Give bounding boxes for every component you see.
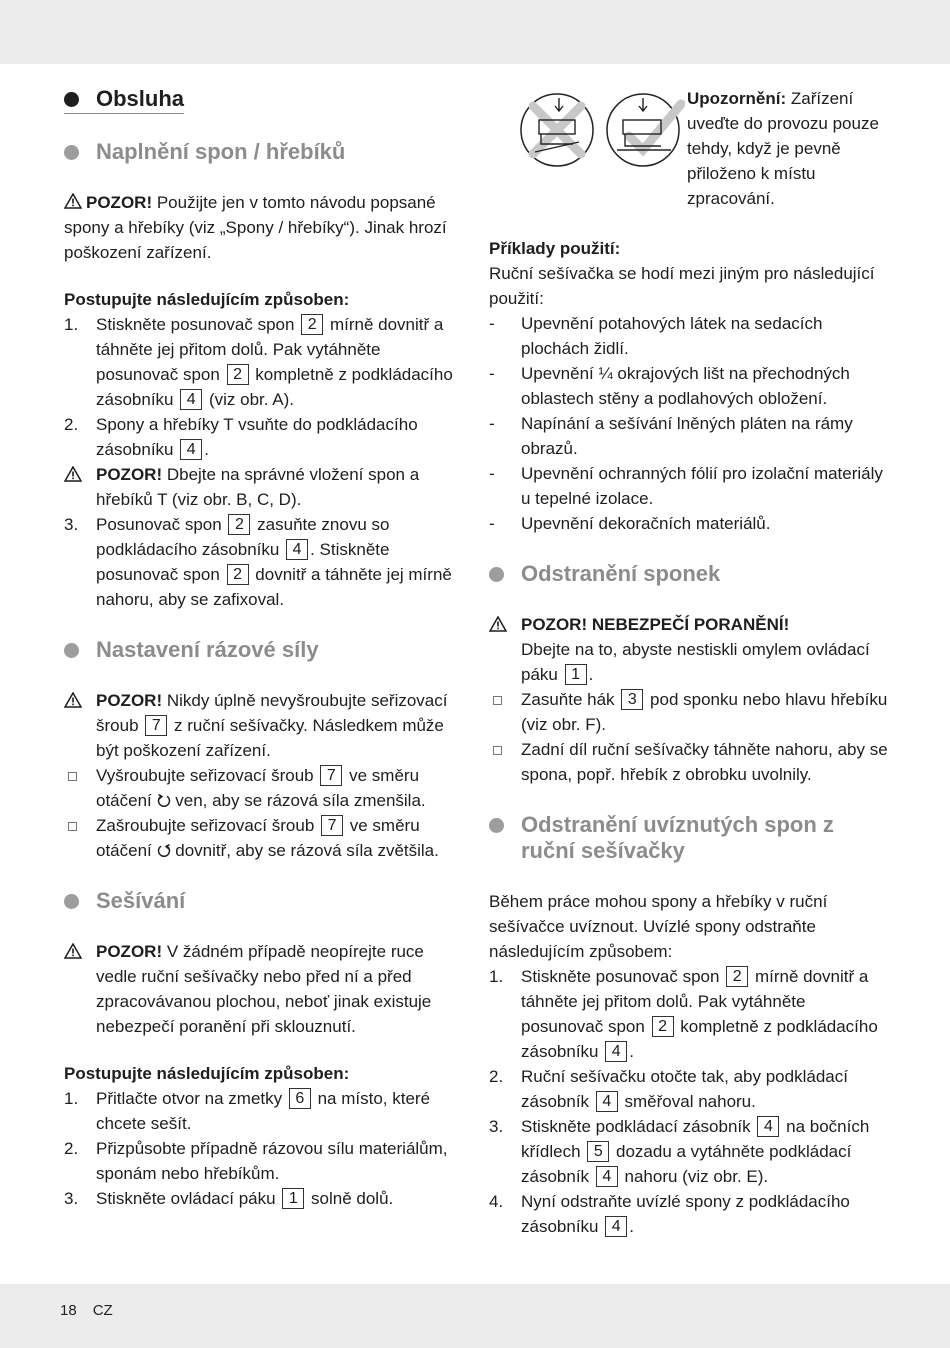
part-ref: 4 xyxy=(605,1041,627,1062)
warning-text: V žádném případě neopírejte ruce vedle ruční sešívačky nebo před ní a před zpracovávanou plochou, neboť jinak existuje nebezpečí poranění při sklouznutí. xyxy=(96,942,432,1036)
heading-bullet-icon xyxy=(64,92,79,107)
heading-nastaveni xyxy=(64,637,464,663)
heading-text: Naplnění spon / hřebíků xyxy=(96,139,346,164)
step-text: Přizpůsobte případně rázovou sílu materiálům, sponám nebo hřebíkům. xyxy=(96,1139,448,1183)
square-bullet-icon xyxy=(493,746,502,755)
warning-text: Použijte jen v tomto návodu popsané spony a hřebíky (viz „Spony / hřebíky“). Jinak hrozí poškození zařízení. xyxy=(64,193,447,262)
notice-body: Zařízení uveďte do provozu pouze tehdy, když je pevně přiloženo k místu zpracování. xyxy=(687,89,879,208)
part-ref: 4 xyxy=(180,439,202,460)
step-text: na místo, které chcete sešít. xyxy=(96,1089,431,1133)
part-ref: 4 xyxy=(596,1166,618,1187)
part-ref: 2 xyxy=(726,966,748,987)
step-text: . Stiskněte posunovač spon xyxy=(96,540,390,584)
dash-bullet: - xyxy=(489,514,495,533)
step-number: 3. xyxy=(64,1189,79,1208)
heading-text: Odstranění sponek xyxy=(521,561,721,586)
step-text: kompletně z podkládacího zásobníku xyxy=(521,1017,878,1061)
part-ref: 1 xyxy=(282,1188,304,1209)
list-item xyxy=(64,412,464,462)
heading-bullet-icon xyxy=(489,567,504,582)
warning-item xyxy=(64,462,464,512)
warning-text: Nikdy úplně nevyšroubujte seřizovací šroub xyxy=(96,691,448,735)
procedure-title: Postupujte následujícím způsoben: xyxy=(64,290,350,309)
part-ref: 6 xyxy=(289,1088,311,1109)
part-ref: 2 xyxy=(652,1016,674,1037)
step-number: 3. xyxy=(64,515,79,534)
step-text: mírně dovnitř a táhněte jej přitom dolů. Pak vytáhněte posunovač spon xyxy=(96,315,444,384)
list-item xyxy=(489,737,889,787)
step-number: 1. xyxy=(64,315,79,334)
item-text: Upevnění dekoračních materiálů. xyxy=(521,514,771,533)
step-text: Stiskněte posunovač spon xyxy=(96,315,295,334)
step-text: . xyxy=(629,1217,634,1236)
steps-list xyxy=(64,1086,464,1211)
step-text: Stiskněte posunovač spon xyxy=(521,967,720,986)
step-text: Ruční sešívačku otočte tak, aby podkládací zásobník xyxy=(521,1067,848,1111)
heading-text: Sešívání xyxy=(96,888,186,913)
part-ref: 2 xyxy=(227,364,249,385)
list-item xyxy=(64,512,464,612)
left-column xyxy=(64,86,464,1211)
list-item xyxy=(489,687,889,737)
step-number: 2. xyxy=(64,415,79,434)
warning-text: Dbejte na to, abyste nestiskli omylem ovládací páku xyxy=(521,640,870,684)
item-text: Upevnění ¼ okrajových lišt na přechodných oblastech stěny a podlahových obložení. xyxy=(521,364,850,408)
heading-text: Odstranění uvíznutých spon z ruční sešívačky xyxy=(521,812,834,863)
heading-bullet-icon xyxy=(64,894,79,909)
heading-obsluha xyxy=(64,86,184,114)
rotate-ccw-icon xyxy=(157,793,171,807)
step-text: Stiskněte ovládací páku xyxy=(96,1189,276,1208)
step-text: solně dolů. xyxy=(311,1189,394,1208)
notice-label: Upozornění: xyxy=(687,89,787,108)
stapler-usage-illustration xyxy=(519,92,685,168)
list-item xyxy=(489,1189,889,1239)
part-ref: 1 xyxy=(565,664,587,685)
step-text: na bočních křídlech xyxy=(521,1117,870,1161)
list-item xyxy=(64,1186,464,1211)
step-text: zasuňte znovu so podkládacího zásobníku xyxy=(96,515,390,559)
rotate-cw-icon xyxy=(157,843,171,857)
part-ref: 3 xyxy=(621,689,643,710)
list-item xyxy=(64,1086,464,1136)
heading-bullet-icon xyxy=(64,643,79,658)
list-item xyxy=(489,311,889,361)
page-footer xyxy=(60,1298,129,1323)
part-ref: 7 xyxy=(321,815,343,836)
step-text: Spony a hřebíky T vsuňte do podkládacího zásobníku xyxy=(96,415,418,459)
step-number: 3. xyxy=(489,1117,504,1136)
step-text: mírně dovnitř a táhněte jej přitom dolů. Pak vytáhněte posunovač spon xyxy=(521,967,869,1036)
part-ref: 4 xyxy=(605,1216,627,1237)
warning-text: Dbejte na správné vložení spon a hřebíků T (viz obr. B, C, D). xyxy=(96,465,420,509)
warning-item xyxy=(64,688,464,763)
step-text: (viz obr. A). xyxy=(208,390,294,409)
part-ref: 2 xyxy=(227,564,249,585)
step-text: Stiskněte podkládací zásobník xyxy=(521,1117,751,1136)
step-number: 2. xyxy=(489,1067,504,1086)
dash-bullet: - xyxy=(489,414,495,433)
adjust-list xyxy=(64,688,464,863)
dash-bullet: - xyxy=(489,364,495,383)
part-ref: 2 xyxy=(228,514,250,535)
warning-label: POZOR! xyxy=(96,465,163,484)
list-item xyxy=(489,411,889,461)
list-item xyxy=(489,511,889,536)
item-text: Zadní díl ruční sešívačky táhněte nahoru, aby se spona, popř. hřebík z obrobku uvolnily. xyxy=(521,740,888,784)
procedure-title: Postupujte následujícím způsoben: xyxy=(64,1064,350,1083)
list-item xyxy=(64,312,464,412)
heading-naplneni xyxy=(64,139,464,165)
list-item xyxy=(64,813,464,863)
list-item xyxy=(489,461,889,511)
heading-text: Obsluha xyxy=(96,86,185,111)
warning-text: z ruční sešívačky. Následkem může být poškození zařízení. xyxy=(96,716,444,760)
list-item xyxy=(489,964,889,1064)
warning-paragraph xyxy=(64,190,464,265)
step-text: Přitlačte otvor na zmetky xyxy=(96,1089,283,1108)
item-text: Zašroubujte seřizovací šroub xyxy=(96,816,315,835)
item-text: Vyšroubujte seřizovací šroub xyxy=(96,766,314,785)
bottom-band xyxy=(0,1284,950,1348)
step-text: dozadu a vytáhněte podkládací zásobník xyxy=(521,1142,852,1186)
step-text: směřoval nahoru. xyxy=(624,1092,756,1111)
dash-bullet: - xyxy=(489,314,495,333)
part-ref: 2 xyxy=(301,314,323,335)
warning-triangle-icon xyxy=(64,193,82,209)
warning-triangle-icon xyxy=(64,692,82,708)
square-bullet-icon xyxy=(68,772,77,781)
item-text: Upevnění potahových látek na sedacích plochách židlí. xyxy=(521,314,823,358)
list-item xyxy=(64,1136,464,1186)
heading-text: Nastavení rázové síly xyxy=(96,637,319,662)
remove-list xyxy=(489,612,889,787)
part-ref: 4 xyxy=(757,1116,779,1137)
step-text: dovnitř a táhněte jej mírně nahoru, aby se zafixoval. xyxy=(96,565,452,609)
step-text: . xyxy=(204,440,209,459)
warning-triangle-icon xyxy=(64,466,82,482)
heading-sesivani xyxy=(64,888,464,914)
square-bullet-icon xyxy=(68,822,77,831)
item-text: pod sponku nebo hlavu hřebíku (viz obr. F). xyxy=(521,690,888,734)
warning-label: POZOR! xyxy=(96,691,163,710)
heading-odstraneni-uviznutych xyxy=(489,812,889,864)
examples-intro: Ruční sešívačka se hodí mezi jiným pro následující použití: xyxy=(489,264,875,308)
warning-triangle-icon xyxy=(489,616,507,632)
list-item xyxy=(489,1114,889,1189)
warning-item xyxy=(489,612,889,687)
list-item xyxy=(489,361,889,411)
step-text: Nyní odstraňte uvízlé spony z podkládacího zásobníku xyxy=(521,1192,850,1236)
item-text: Zasuňte hák xyxy=(521,690,615,709)
item-text: ven, aby se rázová síla zmenšila. xyxy=(175,791,426,810)
top-band xyxy=(0,0,950,64)
step-number: 1. xyxy=(489,967,504,986)
heading-odstraneni-sponek xyxy=(489,561,889,587)
step-text: kompletně z podkládacího zásobníku xyxy=(96,365,453,409)
part-ref: 7 xyxy=(145,715,167,736)
right-column xyxy=(489,86,889,1239)
square-bullet-icon xyxy=(493,696,502,705)
step-text: Posunovač spon xyxy=(96,515,222,534)
step-number: 1. xyxy=(64,1089,79,1108)
item-text: ve směru otáčení xyxy=(96,816,420,860)
intro-text: Během práce mohou spony a hřebíky v ruční sešívačce uvíznout. Uvízlé spony odstraňte následujícím způsobem: xyxy=(489,892,828,961)
step-text: . xyxy=(629,1042,634,1061)
item-text: ve směru otáčení xyxy=(96,766,420,810)
part-ref: 7 xyxy=(320,765,342,786)
dash-bullet: - xyxy=(489,464,495,483)
warning-triangle-icon xyxy=(64,943,82,959)
item-text: Napínání a sešívání lněných pláten na rámy obrazů. xyxy=(521,414,853,458)
notice-text xyxy=(687,86,897,211)
examples-title: Příklady použití: xyxy=(489,239,621,258)
heading-bullet-icon xyxy=(489,818,504,833)
part-ref: 4 xyxy=(180,389,202,410)
part-ref: 4 xyxy=(286,539,308,560)
step-number: 4. xyxy=(489,1192,504,1211)
examples-list xyxy=(489,311,889,536)
page-number: 18 xyxy=(60,1302,77,1319)
list-item xyxy=(64,763,464,813)
step-text: nahoru (viz obr. E). xyxy=(624,1167,769,1186)
warning-paragraph xyxy=(64,939,464,1039)
step-number: 2. xyxy=(64,1139,79,1158)
steps-list xyxy=(64,312,464,612)
part-ref: 4 xyxy=(596,1091,618,1112)
list-item xyxy=(489,1064,889,1114)
notice-block xyxy=(489,86,889,236)
item-text: Upevnění ochranných fólií pro izolační materiály u tepelné izolace. xyxy=(521,464,883,508)
warning-label: POZOR! NEBEZPEČÍ PORANĚNÍ! xyxy=(521,615,790,634)
warning-label: POZOR! xyxy=(86,193,153,212)
steps-list xyxy=(489,964,889,1239)
warning-text: . xyxy=(588,665,594,684)
item-text: dovnitř, aby se rázová síla zvětšila. xyxy=(175,841,439,860)
warning-label: POZOR! xyxy=(96,942,163,961)
part-ref: 5 xyxy=(587,1141,609,1162)
language-code: CZ xyxy=(92,1302,113,1319)
heading-bullet-icon xyxy=(64,145,79,160)
